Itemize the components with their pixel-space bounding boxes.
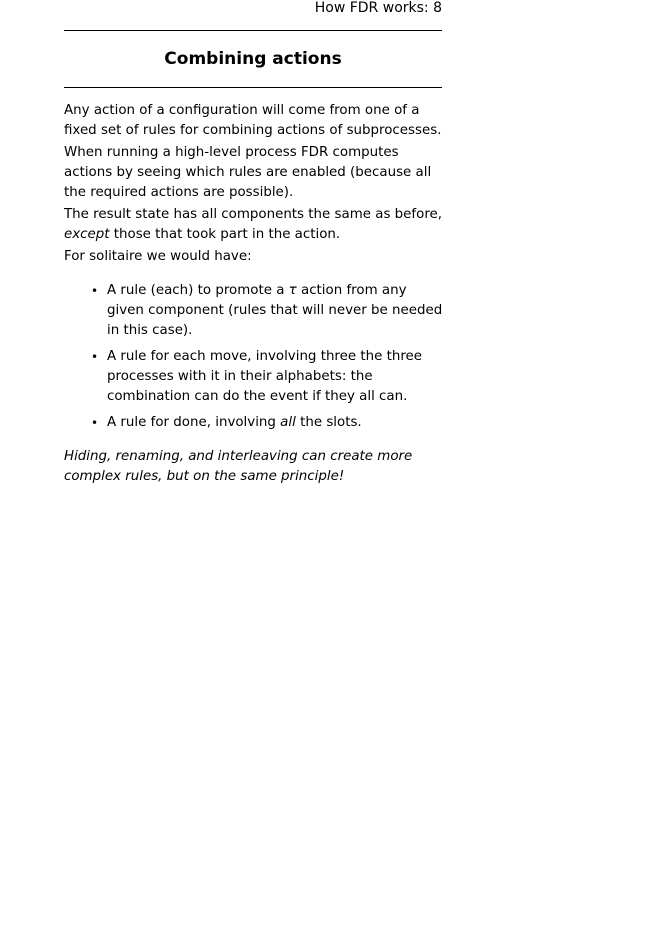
running-head: How FDR works: 8 <box>314 0 442 16</box>
top-rule <box>64 30 442 31</box>
bullet-text-b: , involving <box>206 415 281 430</box>
bullet-text-c: the slots. <box>295 415 362 430</box>
list-item <box>64 281 447 341</box>
rule-list <box>64 281 450 433</box>
result-state-text-b: those that took part in the action. <box>109 227 341 242</box>
list-item <box>64 413 447 433</box>
done-event: done <box>173 415 207 430</box>
all-emphasis: all <box>280 415 296 430</box>
bullet-icon: • <box>91 350 99 364</box>
paragraph-rules: Any action of a configuration will come from one of a fixed set of rules for combining actions of subprocesses. <box>64 103 442 138</box>
result-state-text-a: The result state has all components the same as before, <box>64 207 443 222</box>
paragraph-fdr-computes: When running a high-level process FDR computes actions by seeing which rules are enabled (because all the required actions are possible). <box>64 145 432 200</box>
paragraph-solitaire: For solitaire we would have: <box>64 249 252 264</box>
list-item <box>64 347 447 407</box>
paragraph-result-state <box>64 205 450 245</box>
bottom-rule <box>64 87 442 88</box>
slide-body <box>64 101 450 489</box>
bullet-text-a: A rule for <box>107 415 174 430</box>
bullet-icon: • <box>91 416 99 430</box>
bullet-text: A rule for each move, involving three the three processes with it in their alphabets: the combination can do the event if they all can. <box>107 349 423 404</box>
closing-remark: Hiding, renaming, and interleaving can create more complex rules, but on the same principle! <box>64 449 413 484</box>
slide-title: Combining actions <box>164 49 342 69</box>
except-emphasis: except <box>64 227 110 242</box>
tau-symbol: τ <box>288 283 297 298</box>
bullet-icon: • <box>91 284 99 298</box>
bullet-text-b: action from any given component (rules that will never be needed in this case). <box>107 283 443 338</box>
bullet-text-a: A rule (each) to promote a <box>107 283 289 298</box>
